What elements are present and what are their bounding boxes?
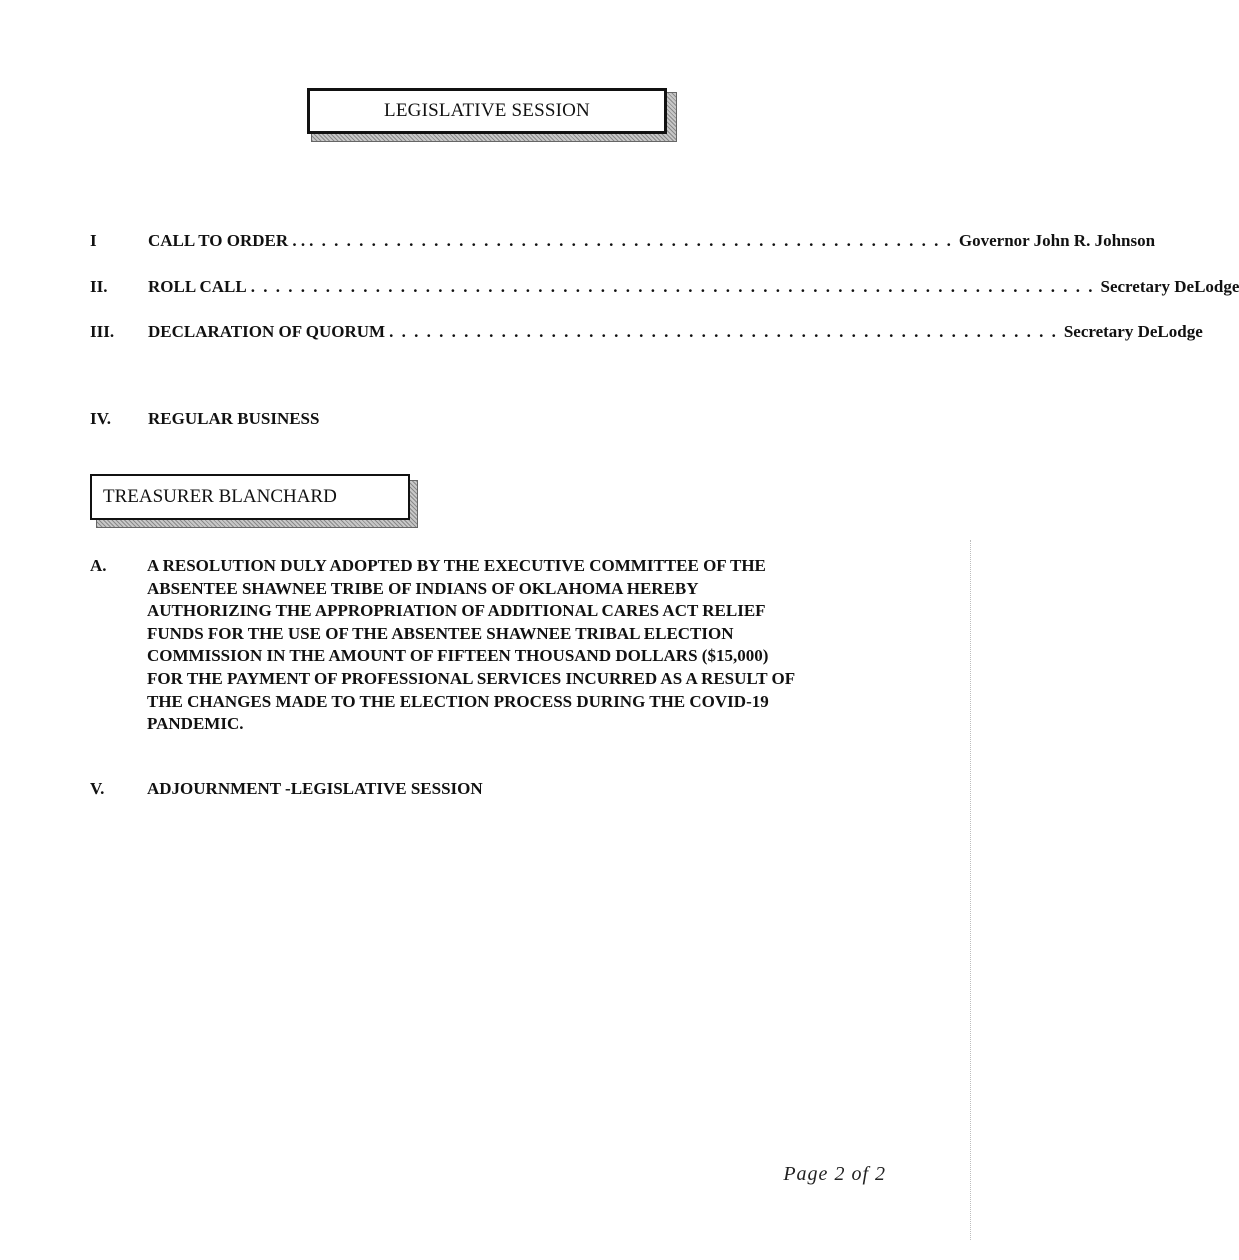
- presenter-box-label: TREASURER BLANCHARD: [103, 486, 337, 507]
- agenda-item-roll-call: [90, 277, 1239, 299]
- agenda-item-number: III.: [90, 322, 115, 341]
- agenda-item-call-to-order: [90, 231, 1156, 253]
- resolution-line: PANDEMIC.: [147, 714, 244, 734]
- agenda-item-presenter: Secretary DeLodge: [1100, 277, 1239, 296]
- agenda-item-adjournment: [90, 779, 890, 801]
- leader-dots: . . . . . . . . . . . . . . . . . . . . . . . . . . . . . . . . . . . . . . . . . . . . . . . . . . . . . .: [389, 322, 1058, 341]
- resolution-item-a: [90, 555, 890, 736]
- agenda-item-presenter: Governor John R. Johnson: [958, 231, 1156, 250]
- session-title: LEGISLATIVE SESSION: [384, 100, 590, 121]
- resolution-item-text: [147, 555, 890, 736]
- scan-edge-artifact: [969, 540, 971, 1240]
- leader-dots: . . . . . . . . . . . . . . . . . . . . . . . . . . . . . . . . . . . . . . . . . . . . . . . . . . . . . . . . . . . . . . . . . . . .: [250, 277, 1095, 296]
- resolution-line: ABSENTEE SHAWNEE TRIBE OF INDIANS OF OKLAHOMA HEREBY: [147, 578, 699, 598]
- resolution-line: A RESOLUTION DULY ADOPTED BY THE EXECUTIVE COMMITTEE OF THE: [147, 556, 766, 575]
- resolution-line: COMMISSION IN THE AMOUNT OF FIFTEEN THOUSAND DOLLARS ($15,000): [147, 646, 769, 666]
- page-number: Page 2 of 2: [783, 1163, 886, 1185]
- resolution-line: AUTHORIZING THE APPROPRIATION OF ADDITIONAL CARES ACT RELIEF: [147, 601, 766, 621]
- resolution-line: FOR THE PAYMENT OF PROFESSIONAL SERVICES INCURRED AS A RESULT OF: [147, 668, 796, 688]
- agenda-item-declaration-of-quorum: [90, 322, 1203, 344]
- agenda-item-number: I: [90, 231, 97, 250]
- session-title-box: [307, 88, 667, 134]
- agenda-item-presenter: Secretary DeLodge: [1063, 322, 1203, 341]
- agenda-item-title: ADJOURNMENT -LEGISLATIVE SESSION: [147, 779, 483, 798]
- leader-dots: . . . . . . . . . . . . . . . . . . . . . . . . . . . . . . . . . . . . . . . . . . . . . . . . . . . .: [309, 231, 953, 250]
- presenter-box: [90, 474, 410, 520]
- agenda-item-regular-business: [90, 409, 890, 431]
- agenda-item-title: CALL TO ORDER . .: [148, 231, 306, 250]
- agenda-item-number: IV.: [90, 409, 111, 428]
- agenda-item-number: V.: [90, 779, 105, 798]
- resolution-line: THE CHANGES MADE TO THE ELECTION PROCESS DURING THE COVID-19: [147, 691, 769, 711]
- resolution-item-number: A.: [90, 556, 107, 575]
- agenda-item-title: REGULAR BUSINESS: [148, 409, 320, 428]
- resolution-line: FUNDS FOR THE USE OF THE ABSENTEE SHAWNEE TRIBAL ELECTION: [147, 623, 734, 643]
- agenda-item-title: DECLARATION OF QUORUM: [148, 322, 386, 341]
- agenda-item-number: II.: [90, 277, 108, 296]
- agenda-item-title: ROLL CALL: [148, 277, 247, 296]
